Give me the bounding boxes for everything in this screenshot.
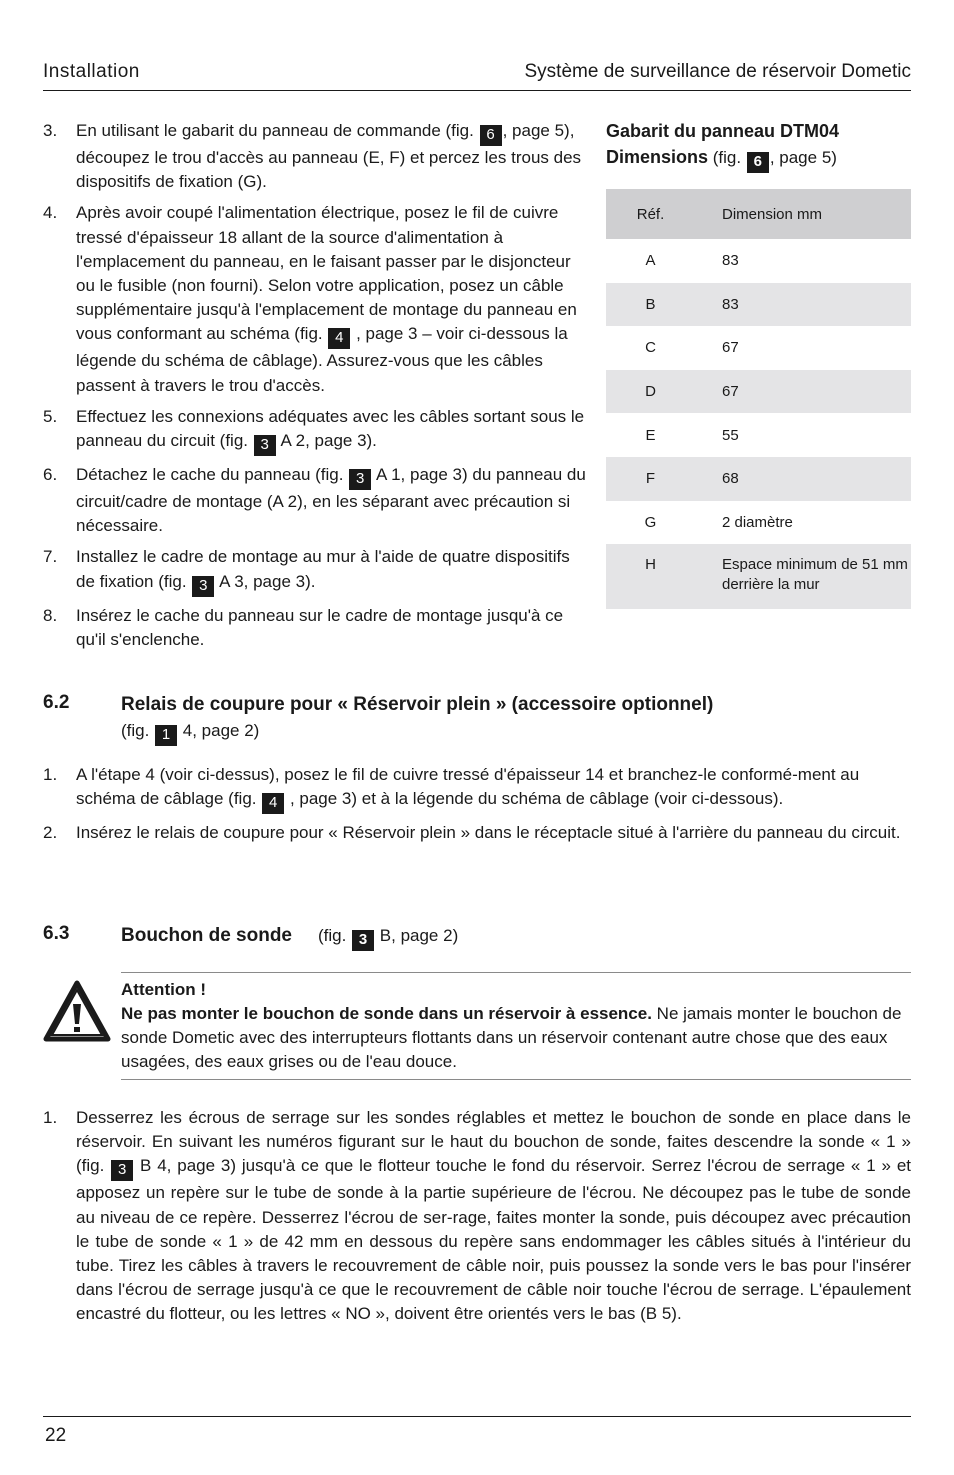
step-text: Effectuez les connexions adéquates avec les câbles sortant sous le panneau du circuit (fig. — [76, 406, 585, 451]
figure-ref: 1 — [155, 725, 177, 746]
cell-ref: B — [645, 295, 656, 313]
step-text: Détachez le cache du panneau (fig. — [76, 465, 349, 485]
list-item — [43, 821, 911, 845]
section-number: 6.2 — [43, 692, 70, 713]
cell-ref: H — [645, 556, 656, 574]
list-item — [43, 405, 588, 456]
step-number: 3. — [43, 121, 58, 140]
cell-ref: F — [645, 470, 656, 488]
figure-ref: 6 — [747, 152, 769, 173]
cell-ref: E — [645, 426, 656, 444]
step-text: A 2, page 3). — [276, 431, 377, 451]
warning-text-box — [121, 972, 911, 1080]
table-row — [606, 501, 911, 545]
figure-ref: 3 — [352, 930, 374, 951]
table-row — [606, 326, 911, 370]
figure-ref: 3 — [254, 435, 276, 456]
figure-ref-text: 4, page 2) — [178, 721, 260, 740]
figure-ref: 4 — [262, 793, 284, 814]
table-title — [606, 118, 911, 173]
step-text: En utilisant le gabarit du panneau de commande (fig. — [76, 121, 479, 140]
figure-ref-text: B, page 2) — [375, 926, 459, 945]
step-number: 1. — [43, 1108, 58, 1127]
figure-ref: 6 — [480, 125, 502, 146]
step-number: 5. — [43, 406, 58, 426]
warning-text: Ne jamais monter le bouchon de sonde Dometic avec des interrupteurs flottants dans un réservoir contenant autre chose que des eaux usagées, des eaux grises ou de l'eau douce. — [121, 1004, 902, 1071]
list-item — [43, 463, 588, 538]
cell-dimension: 67 — [722, 383, 739, 401]
cell-ref: C — [645, 339, 656, 357]
section-6-3 — [43, 923, 911, 951]
cell-dimension: Espace minimum de 51 mm derrière la mur — [722, 556, 908, 594]
step-text: Desserrez les écrous de serrage sur les sondes réglables et mettez le bouchon de sonde en place dans le réservoir. En suivant les numéros figurant sur le haut du bouchon de sonde, faites descendre la sonde « 1 » (fig. — [76, 1108, 911, 1176]
figure-ref: 3 — [111, 1160, 133, 1181]
step-text: , page 3 – voir ci-dessous la légende du schéma de câblage). Assurez-vous que les câbles passent à travers le trou d'accès. — [76, 324, 568, 395]
list-item — [43, 763, 911, 814]
step-text: Insérez le cache du panneau sur le cadre de montage jusqu'à ce qu'il s'enclenche. — [76, 605, 564, 649]
table-row — [606, 370, 911, 414]
step-text: Après avoir coupé l'alimentation électrique, posez le fil de cuivre tressé d'épaisseur 18 allant de la source d'alimentation à l'emplacement du panneau, en le faisant passer par le disjoncteur ou le fusible (non fourni). Selon votre application, posez un câble supplémentaire jusqu'à l'emplacement de montage du panneau en vous conformant au schéma (fig. — [76, 203, 577, 344]
step-text: A l'étape 4 (voir ci-dessus), posez le fil de cuivre tressé d'épaisseur 14 et branchez-le conformé-ment au schéma de câblage (fig. — [76, 765, 860, 809]
table-header-row — [606, 189, 911, 239]
installation-steps — [43, 119, 588, 659]
step-number: 8. — [43, 605, 58, 625]
step-text: B 4, page 3) jusqu'à ce que le flotteur touche le fond du réservoir. Serrez l'écrou de serrage « 1 » et apposez un repère sur le tube de sonde à la partie supérieure de l'écrou. Ne découpez pas le tube de sonde au niveau de ce repère. Desserrez l'écrou de ser-rage, faites monter la sonde, puis découpez avec précaution le tube de sonde « 1 » de 42 mm en dessous du repère sans endommager les câbles situés à l'intérieur du tube. Tirez les câbles à travers le recouvrement de câble noir, puis poussez la sonde vers le bas pour l'insérer dans l'écrou de serrage jusqu'à ce que le recouvrement de câble noir touche l'écrou de serrage. L'épaulement encastré du flotteur, ou les lettres « NO », doivent être orientés vers le bas (B 5). — [76, 1156, 912, 1324]
figure-ref: 3 — [349, 469, 371, 490]
cell-dimension: 83 — [722, 252, 739, 270]
section-figure-ref — [43, 718, 911, 746]
section-6-2 — [43, 692, 911, 852]
warning-bold-text: Ne pas monter le bouchon de sonde dans un réservoir à essence. — [121, 1004, 652, 1023]
list-item — [43, 604, 588, 652]
column-header-ref: Réf. — [636, 205, 665, 223]
step-number: 6. — [43, 465, 58, 485]
warning-triangle-icon — [43, 980, 111, 1042]
header-title: Système de surveillance de réservoir Dometic — [524, 61, 911, 82]
step-text: A 3, page 3). — [215, 571, 316, 591]
section-title: Bouchon de sonde — [121, 925, 292, 946]
step-text: A 1, page 3) du panneau du circuit/cadre de montage (A 2), en les séparant avec précaution si nécessaire. — [76, 465, 586, 536]
cell-dimension: 68 — [722, 470, 739, 488]
section-title: Relais de coupure pour « Réservoir plein » (accessoire optionnel) — [121, 694, 714, 715]
page-footer — [43, 1416, 911, 1446]
cell-dimension: 83 — [722, 295, 739, 313]
list-item — [43, 545, 588, 596]
figure-ref-text: (fig. — [121, 721, 155, 740]
step-text: Installez le cadre de montage au mur à l'aide de quatre dispositifs de fixation (fig. — [76, 547, 570, 591]
step-text: , page 3) et à la légende du schéma de câblage (voir ci-dessous). — [285, 789, 784, 809]
table-row — [606, 283, 911, 327]
table-row — [606, 413, 911, 457]
cell-dimension: 55 — [722, 426, 739, 444]
step-number: 2. — [43, 823, 58, 843]
cell-dimension: 67 — [722, 339, 739, 357]
figure-ref: 4 — [328, 328, 350, 349]
probe-steps — [43, 1106, 911, 1334]
figure-ref-text: , page 5) — [769, 148, 837, 167]
header-section: Installation — [43, 61, 140, 82]
warning-notice — [43, 972, 911, 1080]
cell-ref: G — [644, 513, 657, 531]
warning-body — [121, 1002, 911, 1074]
page-header — [43, 60, 911, 91]
table-subtitle: Dimensions — [606, 147, 709, 167]
cell-ref: A — [645, 252, 656, 270]
cell-dimension: 2 diamètre — [722, 513, 793, 531]
section-steps — [43, 763, 911, 845]
table-row — [606, 239, 911, 283]
table-row — [606, 544, 911, 609]
template-dimensions — [606, 118, 911, 609]
list-item — [43, 201, 588, 397]
dimensions-table — [606, 189, 911, 609]
cell-ref: D — [645, 383, 656, 401]
step-text: , page 5), découpez le trou d'accès au panneau (E, F) et percez les trous des dispositifs de fixation (G). — [76, 121, 582, 192]
figure-ref-text: (fig. — [708, 148, 746, 167]
warning-heading: Attention ! — [121, 980, 206, 999]
table-row — [606, 457, 911, 501]
step-number: 4. — [43, 203, 58, 223]
table-title-line: Gabarit du panneau DTM04 — [606, 121, 840, 141]
figure-ref: 3 — [192, 576, 214, 597]
section-title-line — [43, 923, 911, 951]
column-header-dimension: Dimension mm — [722, 205, 823, 223]
figure-ref-text: (fig. — [318, 926, 352, 945]
step-text: Insérez le relais de coupure pour « Réservoir plein » dans le réceptacle situé à l'arrière du panneau du circuit. — [76, 823, 901, 843]
step-number: 7. — [43, 547, 58, 567]
page-number: 22 — [45, 1425, 67, 1446]
list-item — [43, 119, 588, 194]
list-item — [43, 1106, 911, 1327]
step-number: 1. — [43, 765, 58, 784]
section-number: 6.3 — [43, 923, 70, 944]
